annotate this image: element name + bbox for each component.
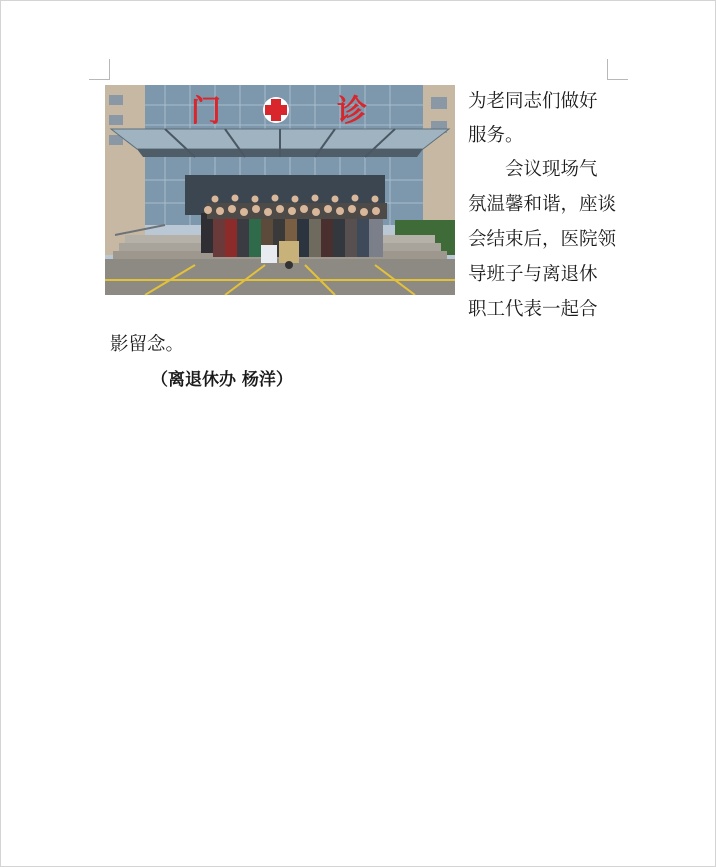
- margin-corner-mark-top-right: [607, 59, 628, 80]
- text-line-5: 会结束后，医院领: [468, 229, 617, 250]
- text-line-2: 服务。: [468, 125, 524, 146]
- margin-corner-mark-top-left: [89, 59, 110, 80]
- text-line-closing: 影留念。: [110, 334, 185, 355]
- text-line-1: 为老同志们做好: [468, 91, 598, 112]
- text-line-3: 会议现场气: [505, 159, 598, 180]
- group-photo: [105, 85, 455, 295]
- text-line-7: 职工代表一起合: [468, 299, 598, 320]
- sign-character-left: 门: [191, 94, 221, 129]
- author-signature: （离退休办 杨洋）: [151, 370, 293, 390]
- sign-character-right: 诊: [337, 94, 367, 129]
- text-line-6: 导班子与离退休: [468, 264, 598, 285]
- text-line-4: 氛温馨和谐，座谈: [468, 194, 617, 215]
